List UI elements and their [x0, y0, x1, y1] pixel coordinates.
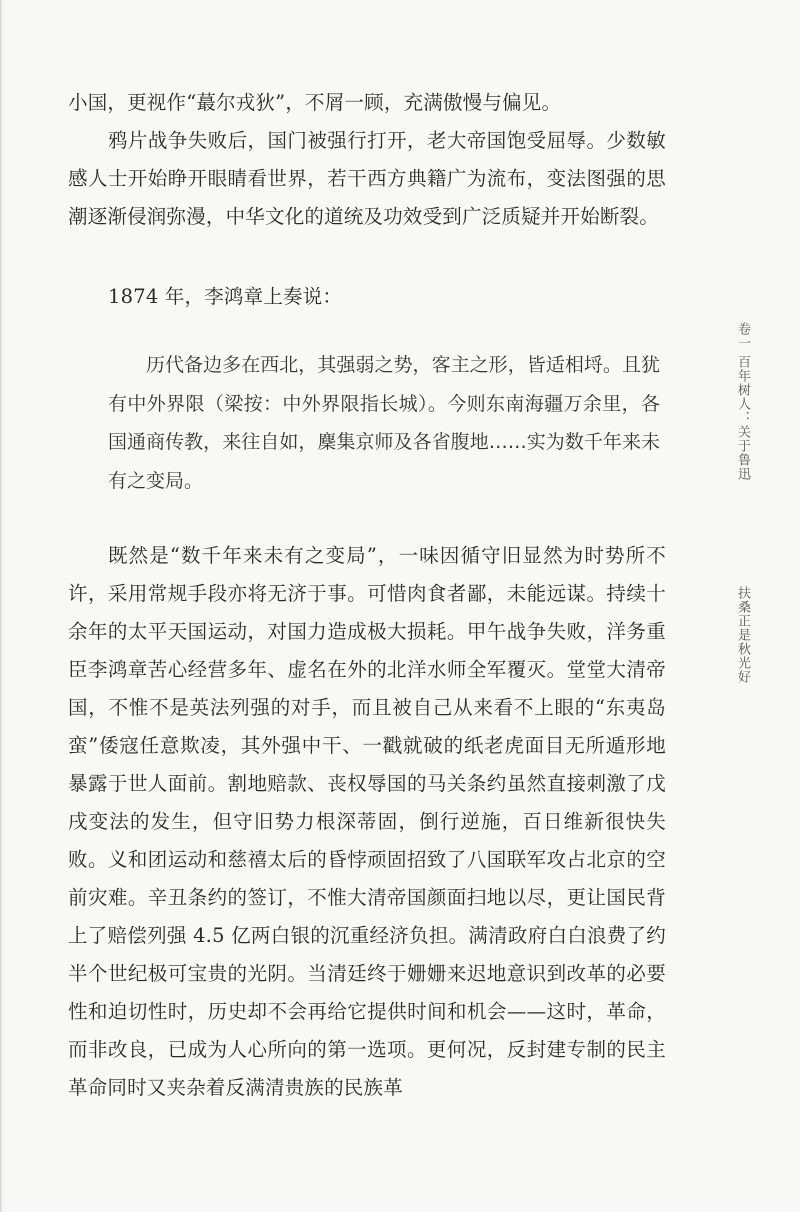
running-head: 卷一 百年树人：关于鲁迅 [735, 322, 750, 482]
paragraph-1: 小国，更视作“蕞尔戎狄”，不屑一顾，充满傲慢与偏见。 [68, 91, 562, 114]
paragraph-4: 既然是“数千年来未有之变局”，一味因循守旧显然为时势所不许，采用常规手段亦将无济于事。可惜肉食者鄙，未能远谋。持续十余年的太平天国运动，对国力造成极大损耗。甲午战争失败，洋务重臣李鸿章苦心经营多年、虚名在外的北洋水师全军覆灭。堂堂大清帝国，不惟不是英法列强的对手，而且被自己从来看不上眼的“东夷岛蛮”倭寇任意欺凌，其外强中干、一戳就破的纸老虎面目无所遁形地暴露于世人面前。割地赔款、丧权辱国的马关条约虽然直接刺激了戊戌变法的发生，但守旧势力根深蒂固，倒行逆施，百日维新很快失败。义和团运动和慈禧太后的昏悖顽固招致了八国联军攻占北京的空前灾难。辛丑条约的签订，不惟大清帝国颜面扫地以尽，更让国民背上了赔偿列强 4.5 亿两白银的沉重经济负担。满清政府白白浪费了约半个世纪极可宝贵的光阴。当清廷终于姗姗来迟地意识到改革的必要性和迫切性时，历史却不会再给它提供时间和机会——这时，革命，而非改良，已成为人心所向的第一选项。更何况，反封建专制的民主革命同时又夹杂着反满清贵族的民族革 [68, 544, 666, 1099]
paragraph-2: 鸦片战争失败后，国门被强行打开，老大帝国饱受屈辱。少数敏感人士开始睁开眼睛看世界，若干西方典籍广为流布，变法图强的思潮逐渐侵润弥漫，中华文化的道统及功效受到广泛质疑并开始断裂。 [68, 129, 666, 228]
paragraph-3: 1874 年，李鸿章上奏说： [108, 285, 343, 308]
page-gutter-shadow [0, 0, 3, 1212]
block-quote: 历代备边多在西北，其强弱之势，客主之形，皆适相埒。且犹有中外界限（梁按：中外界限指长城）。今则东南海疆万余里，各国通商传教，来往自如，麇集京师及各省腹地……实为数千年来未有之变局。 [108, 354, 660, 492]
section-title: 扶桑正是秋光好 [735, 586, 750, 684]
